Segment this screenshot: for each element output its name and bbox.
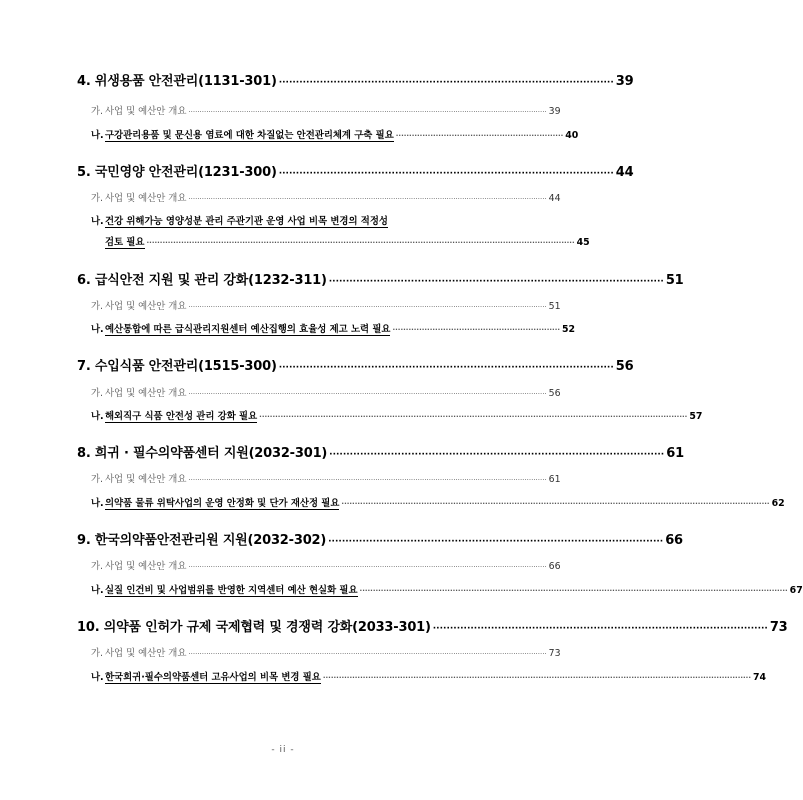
item-text: 사업 및 예산안 개요	[105, 561, 187, 572]
item-text: 사업 및 예산안 개요	[105, 301, 187, 312]
section-page: 39	[615, 74, 634, 89]
item-page: 67	[789, 585, 803, 596]
section-page: 66	[665, 533, 683, 548]
item-page: 40	[565, 130, 579, 141]
item-text: 의약품 물류 위탁사업의 운영 안정화 및 단가 재산정 필요	[105, 498, 340, 509]
item-text: 사업 및 예산안 개요	[105, 648, 187, 659]
toc-section-4[interactable]	[77, 70, 634, 89]
item-page: 57	[689, 411, 703, 422]
item-text-continued: 검토 필요	[105, 237, 145, 248]
item-text: 한국희귀·필수의약품센터 고유사업의 비목 변경 필요	[105, 672, 321, 683]
dot-leader: ·································································································································································	[359, 587, 788, 595]
item-prefix: 가.	[91, 106, 104, 117]
dot-leader: ·································································································································································	[146, 239, 575, 247]
item-prefix: 가.	[91, 193, 104, 204]
dot-leader: ·································································································································································	[188, 650, 547, 658]
dot-leader: ·································································································································································	[188, 476, 547, 484]
item-text: 사업 및 예산안 개요	[105, 388, 187, 399]
toc-item-10-na[interactable]	[91, 669, 767, 683]
toc-section-8[interactable]	[77, 442, 684, 461]
dot-leader: ··································································································	[329, 450, 665, 460]
item-prefix: 나.	[91, 216, 104, 227]
item-page: 45	[576, 237, 590, 248]
item-text: 사업 및 예산안 개요	[105, 106, 187, 117]
item-prefix: 가.	[91, 561, 104, 572]
item-prefix: 나.	[91, 130, 104, 141]
section-page: 61	[666, 446, 684, 461]
item-text: 건강 위해가능 영양성분 관리 주관기관 운영 사업 비목 변경의 적정성	[105, 216, 388, 227]
item-page: 61	[548, 474, 561, 485]
item-prefix: 나.	[91, 498, 104, 509]
dot-leader: ·······························································	[395, 132, 564, 140]
toc-item-5-na-cont[interactable]	[105, 234, 590, 248]
item-text: 사업 및 예산안 개요	[105, 474, 187, 485]
dot-leader: ·································································································································································	[188, 195, 547, 203]
section-title: 6. 급식안전 지원 및 관리 강화(1232-311)	[77, 273, 327, 288]
section-title: 5. 국민영양 안전관리(1231-300)	[77, 165, 277, 180]
page-number-footer: - ii -	[271, 745, 295, 755]
item-prefix: 가.	[91, 388, 104, 399]
dot-leader: ··································································································	[328, 537, 664, 547]
dot-leader: ·································································································································································	[188, 108, 547, 116]
item-prefix: 나.	[91, 585, 104, 596]
toc-item-10-ga[interactable]	[91, 645, 561, 659]
toc-item-8-na[interactable]	[91, 495, 785, 509]
dot-leader: ·································································································································································	[259, 413, 688, 421]
toc-item-6-ga[interactable]	[91, 298, 561, 312]
toc-section-7[interactable]	[77, 355, 634, 374]
item-text: 해외직구 식품 안전성 관리 강화 필요	[105, 411, 258, 422]
dot-leader: ·································································································································································	[188, 303, 547, 311]
item-text: 실질 인건비 및 사업범위를 반영한 지역센터 예산 현실화 필요	[105, 585, 358, 596]
item-page: 52	[562, 324, 576, 335]
section-title: 8. 희귀 · 필수의약품센터 지원(2032-301)	[77, 446, 328, 461]
item-prefix: 나.	[91, 324, 104, 335]
toc-item-4-na[interactable]	[91, 127, 579, 141]
item-page: 73	[548, 648, 561, 659]
section-title: 10. 의약품 인허가 규제 국제협력 및 경쟁력 강화(2033-301)	[77, 620, 431, 635]
section-page: 51	[665, 273, 684, 288]
dot-leader: ·································································································································································	[341, 500, 770, 508]
toc-section-10[interactable]	[77, 616, 788, 635]
section-page: 73	[769, 620, 788, 635]
item-page: 74	[753, 672, 767, 683]
dot-leader: ··································································································	[432, 624, 768, 634]
toc-section-6[interactable]	[77, 269, 684, 288]
toc-item-7-na[interactable]	[91, 408, 703, 422]
toc-item-8-ga[interactable]	[91, 471, 561, 485]
item-prefix: 나.	[91, 672, 104, 683]
item-prefix: 가.	[91, 648, 104, 659]
toc-item-9-ga[interactable]	[91, 558, 561, 572]
dot-leader: ··································································································	[278, 169, 614, 179]
section-title: 4. 위생용품 안전관리(1131-301)	[77, 74, 277, 89]
dot-leader: ·······························································	[392, 326, 561, 334]
dot-leader: ·································································································································································	[188, 390, 547, 398]
item-page: 51	[548, 301, 561, 312]
section-title: 9. 한국의약품안전관리원 지원(2032-302)	[77, 533, 327, 548]
toc-item-9-na[interactable]	[91, 582, 803, 596]
item-page: 66	[548, 561, 561, 572]
toc-item-5-na[interactable]	[91, 213, 497, 227]
toc-section-9[interactable]	[77, 529, 683, 548]
dot-leader: ··································································································	[328, 277, 664, 287]
toc-item-7-ga[interactable]	[91, 385, 561, 399]
item-text: 사업 및 예산안 개요	[105, 193, 187, 204]
item-prefix: 가.	[91, 301, 104, 312]
item-prefix: 나.	[91, 411, 104, 422]
item-page: 62	[771, 498, 785, 509]
item-text: 예산통합에 따른 급식관리지원센터 예산집행의 효율성 제고 노력 필요	[105, 324, 391, 335]
section-title: 7. 수입식품 안전관리(1515-300)	[77, 359, 277, 374]
item-text: 구강관리용품 및 문신용 염료에 대한 차질없는 안전관리체계 구축 필요	[105, 130, 394, 141]
toc-item-4-ga[interactable]	[91, 103, 561, 117]
section-page: 44	[615, 165, 634, 180]
toc-section-5[interactable]	[77, 161, 634, 180]
item-page: 56	[548, 388, 561, 399]
toc-item-6-na[interactable]	[91, 321, 576, 335]
dot-leader: ·································································································································································	[322, 674, 751, 682]
item-page: 44	[548, 193, 561, 204]
item-page: 39	[548, 106, 561, 117]
section-page: 56	[615, 359, 634, 374]
dot-leader: ··································································································	[278, 78, 614, 88]
toc-item-5-ga[interactable]	[91, 190, 561, 204]
dot-leader: ·································································································································································	[188, 563, 547, 571]
item-prefix: 가.	[91, 474, 104, 485]
dot-leader: ··································································································	[278, 363, 614, 373]
